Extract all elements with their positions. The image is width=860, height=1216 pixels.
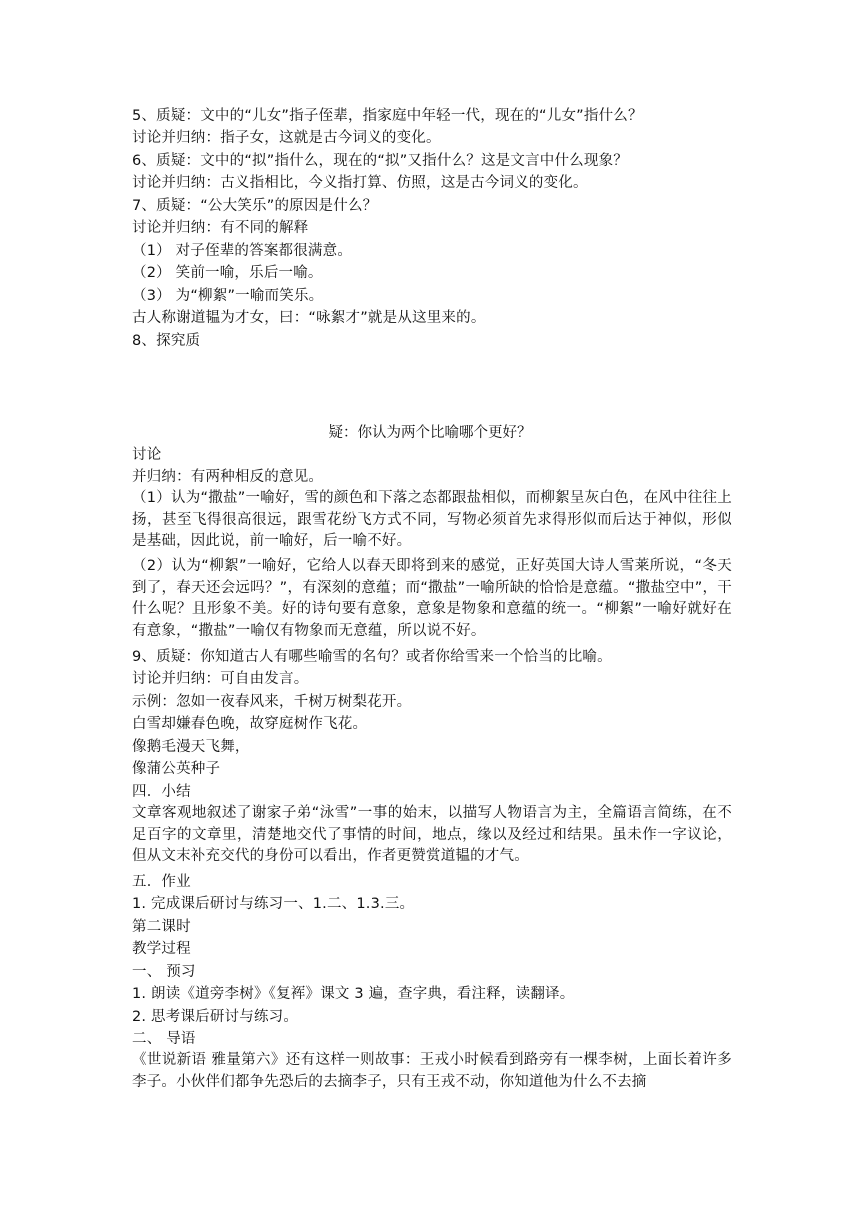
homework-heading: 五．作业 (132, 874, 191, 890)
introduction-text: 《世说新语 雅量第六》还有这样一则故事：王戎小时候看到路旁有一棵李树，上面长着许多李子。小伙伴们都争先恐后的去摘李子，只有王戎不动，你知道他为什么不去摘 (132, 1052, 732, 1090)
example-3: 像鹅毛漫天飞舞， (132, 739, 250, 755)
example-4: 像蒲公英种子 (132, 761, 221, 777)
homework-item-1: 1. 完成课后研讨与练习一、1.二、1.3.三。 (132, 896, 415, 912)
answer-9: 讨论并归纳：可自由发言。 (132, 671, 309, 687)
answer-7-item-2: （2） 笑前一喻，乐后一喻。 (132, 265, 323, 281)
question-9: 9、质疑：你知道古人有哪些喻雪的名句？或者你给雪来一个恰当的比喻。 (132, 649, 612, 665)
opinion-1: （1）认为“撒盐”一喻好，雪的颜色和下落之态都跟盐相似，而柳絮呈灰白色，在风中往往上扬，甚至飞得很高很远，跟雪花纷飞方式不同，写物必须首先求得形似而后达于神似，形似是基础，因此说，前一喻好，后一喻不好。 (132, 490, 732, 549)
discussion-summary: 并归纳：有两种相反的意见。 (132, 469, 324, 485)
example-2: 白雪却嫌春色晚，故穿庭树作飞花。 (132, 716, 368, 732)
answer-7: 讨论并归纳：有不同的解释 (132, 220, 309, 236)
answer-7-item-1: （1） 对子侄辈的答案都很满意。 (132, 243, 353, 259)
answer-7-item-3: （3） 为“柳絮”一喻而笑乐。 (132, 288, 324, 304)
question-5: 5、质疑：文中的“儿女”指子侄辈，指家庭中年轻一代，现在的“儿女”指什么？ (132, 108, 643, 124)
preview-heading: 一、 预习 (132, 964, 196, 980)
example-1: 示例：忽如一夜春风来，千树万树梨花开。 (132, 694, 412, 710)
summary-text: 文章客观地叙述了谢家子弟“泳雪”一事的始末，以描写人物语言为主，全篇语言简练，在不足百字的文章里，清楚地交代了事情的时间，地点，缘以及经过和结果。虽未作一字议论，但从文末补充交代的身份可以看出，作者更赞赏道韫的才气。 (132, 805, 732, 864)
lesson-2-heading: 第二课时 (132, 919, 191, 935)
summary-heading: 四．小结 (132, 784, 191, 800)
question-6: 6、质疑：文中的“拟”指什么，现在的“拟”又指什么？这是文言中什么现象？ (132, 153, 628, 169)
preview-item-2: 2. 思考课后研讨与练习。 (132, 1009, 299, 1025)
answer-5: 讨论并归纳：指子女，这就是古今词义的变化。 (132, 130, 441, 146)
answer-6: 讨论并归纳：古义指相比，今义指打算、仿照，这是古今词义的变化。 (132, 175, 588, 191)
discussion-heading: 讨论 (132, 447, 162, 463)
question-8: 8、探究质 (132, 333, 201, 349)
question-7: 7、质疑：“公大笑乐”的原因是什么？ (132, 198, 378, 214)
teaching-process-heading: 教学过程 (132, 941, 191, 957)
preview-item-1: 1. 朗读《道旁李树》《复裈》课文 3 遍，查字典，看注释，读翻译。 (132, 986, 575, 1002)
opinion-2: （2）认为“柳絮”一喻好，它给人以春天即将到来的感觉，正好英国大诗人雪莱所说，“冬天到了，春天还会远吗？”，有深刻的意蕴；而“撒盐”一喻所缺的恰恰是意蕴。“撒盐空中”，干什么呢？且形象不美。好的诗句要有意象，意象是物象和意蕴的统一。“柳絮”一喻好就好在有意象，“撒盐”一喻仅有物象而无意蕴，所以说不好。 (132, 558, 732, 639)
question-8-continued: 疑：你认为两个比喻哪个更好？ (328, 425, 532, 441)
introduction-heading: 二、 导语 (132, 1031, 196, 1047)
answer-7-note: 古人称谢道韫为才女，曰：“咏絮才”就是从这里来的。 (132, 310, 486, 326)
